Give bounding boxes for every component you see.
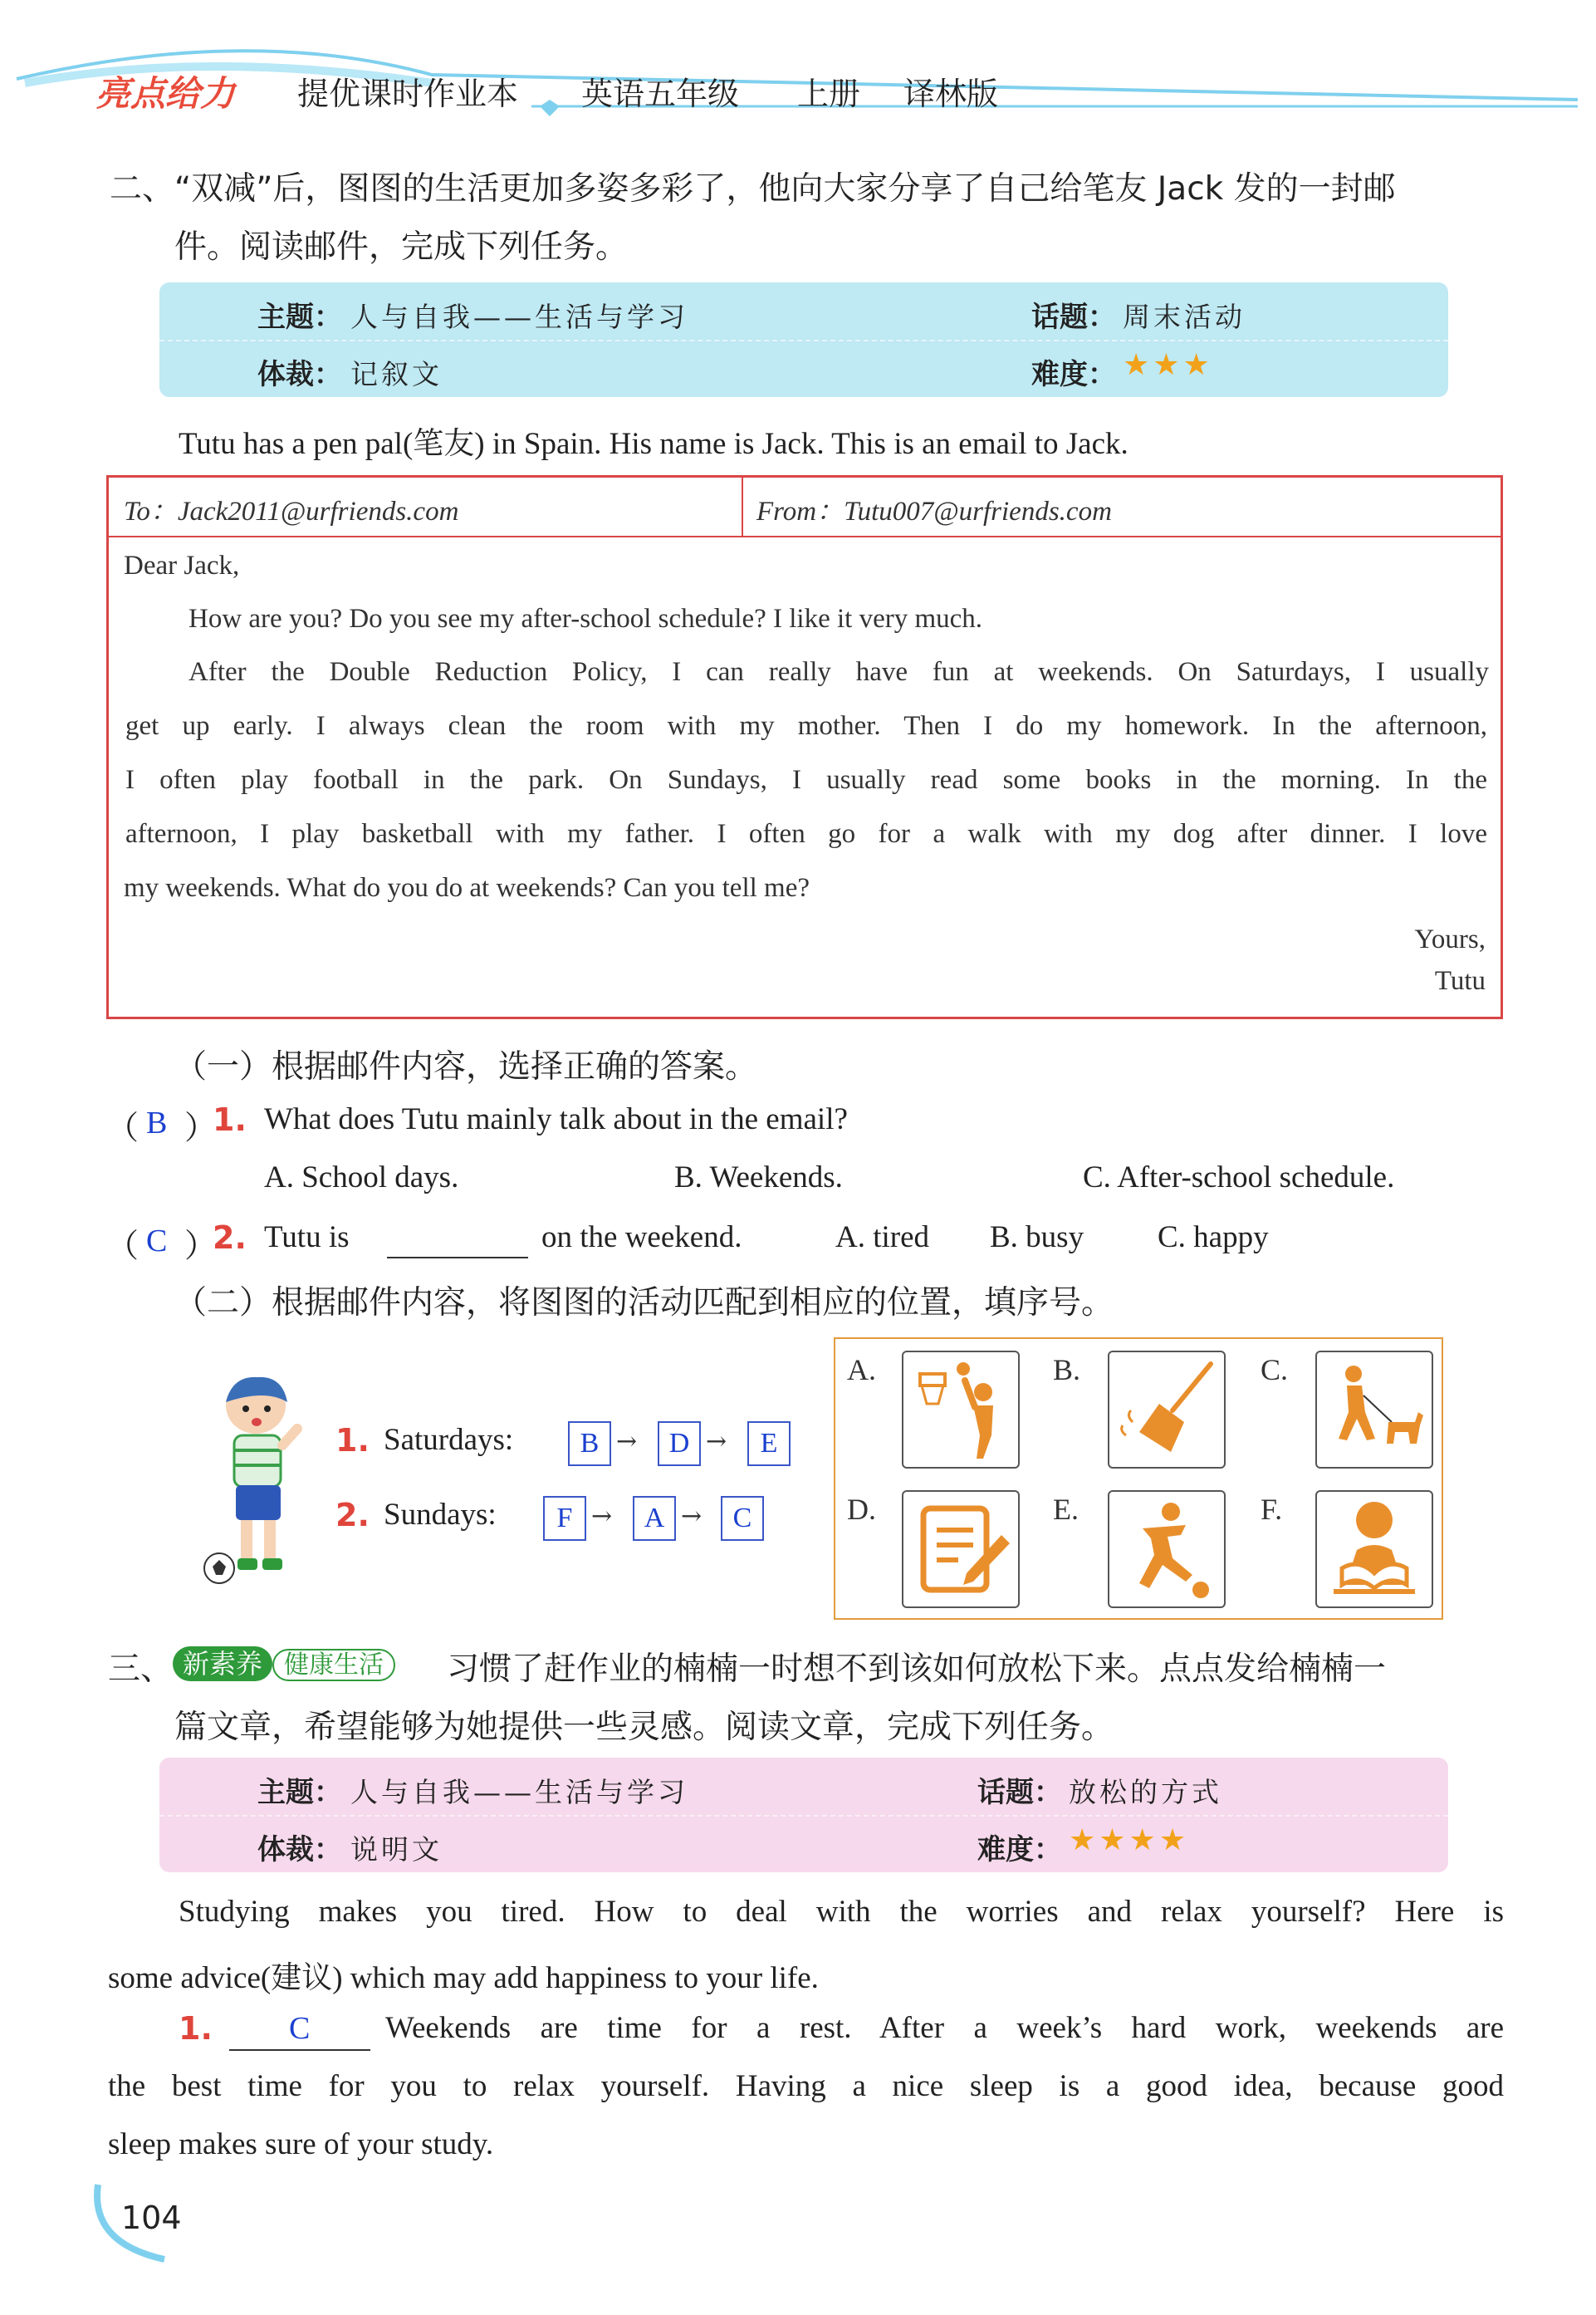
match-row1-label: Saturdays: [384,1423,514,1457]
email-line: After the Double Reduction Policy, I can really have fun at weekends. On Saturdays, I usually [188,657,1489,687]
email-to: To：Jack2011@urfriends.com [124,497,459,527]
email-closing: Yours, [1414,925,1486,954]
item1-line1: Weekends are time for a rest. After a week’s hard work, weekends are [385,2011,1504,2045]
q2-question-post: on the weekend. [541,1220,742,1254]
email-line: get up early. I always clean the room with my mother. Then I do my homework. In the afternoon, [125,711,1487,741]
match-row2-answer: C [721,1496,764,1541]
email-lead: Tutu has a pen pal(笔友) in Spain. His name is Jack. This is an email to Jack. [179,427,1128,461]
activity-letter: D. [847,1493,876,1526]
item1-line3: sleep makes sure of your study. [108,2127,494,2161]
difficulty-stars: ★★★ [1123,348,1213,382]
q2-blank-line [387,1257,528,1258]
header-subtitle: 提优课时作业本 [297,76,519,112]
reading-icon [1315,1490,1433,1608]
q1-option-b: B. Weekends. [674,1160,843,1194]
activity-letter: F. [1261,1493,1283,1526]
page-number: 104 [121,2200,182,2236]
section2-intro-line2: 件。阅读邮件，完成下列任务。 [174,228,629,266]
email-header-divider [742,478,743,536]
topic-value: 放松的方式 [1069,1776,1222,1808]
q1-paren-open: （ [106,1110,140,1147]
email-header [109,478,1501,537]
difficulty-label: 难度： [977,1833,1062,1866]
activity-letter: B. [1053,1353,1081,1386]
header-edition: 译林版 [903,76,999,112]
section3-badges [173,1643,395,1681]
topic-value: 周末活动 [1123,301,1246,333]
basketball-icon [902,1351,1020,1469]
q1-option-c: C. After-school schedule. [1083,1160,1395,1194]
theme-label: 主题： [257,1776,342,1809]
football-icon [1108,1490,1226,1608]
section3-info-panel [159,1758,1448,1872]
email-signature: Tutu [1434,966,1486,996]
q2-option-b: B. busy [990,1220,1084,1254]
header-volume: 上册 [797,76,861,112]
match-row2-number: 2. [335,1497,370,1533]
item1-blank-line [229,2049,370,2051]
part1-instruction: （一）根据邮件内容，选择正确的答案。 [174,1048,758,1086]
arrow-icon: → [616,1427,638,1456]
genre-label: 体裁： [257,1833,342,1866]
theme-value: 人与自我——生活与学习 [350,1776,688,1808]
section3-para1-line2: some advice(建议) which may add happiness to your life. [108,1961,819,1995]
difficulty-stars: ★★★★ [1069,1823,1190,1857]
activity-letter: E. [1053,1493,1079,1526]
q2-paren-close: ） [184,1228,218,1265]
match-row2-label: Sundays: [384,1498,497,1532]
badge-healthy-life: 健康生活 [272,1649,395,1681]
q1-answer: B [146,1106,168,1140]
boy-illustration [199,1371,316,1587]
theme-value: 人与自我——生活与学习 [350,301,688,333]
q2-answer: C [146,1224,168,1258]
email-line: I often play football in the park. On Sundays, I usually read some books in the morning. In the [125,765,1487,795]
arrow-icon: → [591,1502,613,1531]
genre-label: 体裁： [257,358,342,391]
q1-number: 1. [213,1101,247,1138]
header-course: 英语五年级 [581,76,740,112]
activity-grid [834,1337,1443,1620]
email-line: my weekends. What do you do at weekends? Can you tell me? [124,873,810,903]
q2-option-a: A. tired [835,1220,930,1254]
q1-option-a: A. School days. [264,1160,459,1194]
item1-answer: C [289,2011,311,2046]
theme-label: 主题： [257,301,342,334]
activity-letter: A. [847,1353,876,1386]
match-row1-answer: B [568,1421,611,1466]
dog-walk-icon [1315,1351,1433,1469]
match-row1-answer: E [747,1421,791,1466]
section3-prefix: 三、 [108,1650,174,1688]
topic-label: 话题： [1031,301,1116,334]
genre-value: 说明文 [350,1833,443,1866]
genre-value: 记叙文 [350,358,443,390]
section2-info-panel [159,282,1448,397]
q2-number: 2. [213,1219,247,1256]
difficulty-label: 难度： [1031,358,1116,391]
email-line: How are you? Do you see my after-school schedule? I like it very much. [188,604,983,634]
badge-new-literacy: 新素养 [173,1646,272,1681]
section3-para1-line1: Studying makes you tired. How to deal with the worries and relax yourself? Here is [179,1895,1504,1929]
arrow-icon: → [706,1427,727,1456]
match-row1-answer: D [658,1421,701,1466]
email-from: From：Tutu007@urfriends.com [756,497,1112,527]
match-row1-number: 1. [335,1422,370,1459]
section2-intro-line1: 二、“双减”后，图图的生活更加多姿多彩了，他向大家分享了自己给笔友 Jack 发的一封邮 [110,170,1396,208]
brand-logo: 亮点给力 [95,73,236,114]
q1-question: What does Tutu mainly talk about in the email? [264,1102,848,1136]
broom-icon [1108,1351,1226,1469]
homework-icon [902,1490,1020,1608]
item1-number: 1. [179,2010,213,2047]
topic-label: 话题： [977,1776,1062,1809]
q1-paren-close: ） [184,1110,218,1147]
item1-line2: the best time for you to relax yourself. Having a nice sleep is a good idea, because good [108,2069,1504,2103]
arrow-icon: → [681,1502,703,1531]
match-row2-answer: A [633,1496,676,1541]
section3-intro-line1: 习惯了赶作业的楠楠一时想不到该如何放松下来。点点发给楠楠一 [447,1650,1387,1688]
section3-intro-line2: 篇文章，希望能够为她提供一些灵感。阅读文章，完成下列任务。 [174,1709,1114,1746]
q2-option-c: C. happy [1158,1220,1269,1254]
email-line: afternoon, I play basketball with my father. I often go for a walk with my dog after dinner. I love [125,819,1487,849]
activity-letter: C. [1261,1353,1289,1386]
q2-question-pre: Tutu is [264,1220,350,1254]
q2-paren-open: （ [106,1228,140,1265]
email-box [106,475,1503,1019]
match-row2-answer: F [543,1496,586,1541]
email-greeting: Dear Jack, [124,551,240,581]
part2-instruction: （二）根据邮件内容，将图图的活动匹配到相应的位置，填序号。 [174,1284,1114,1322]
